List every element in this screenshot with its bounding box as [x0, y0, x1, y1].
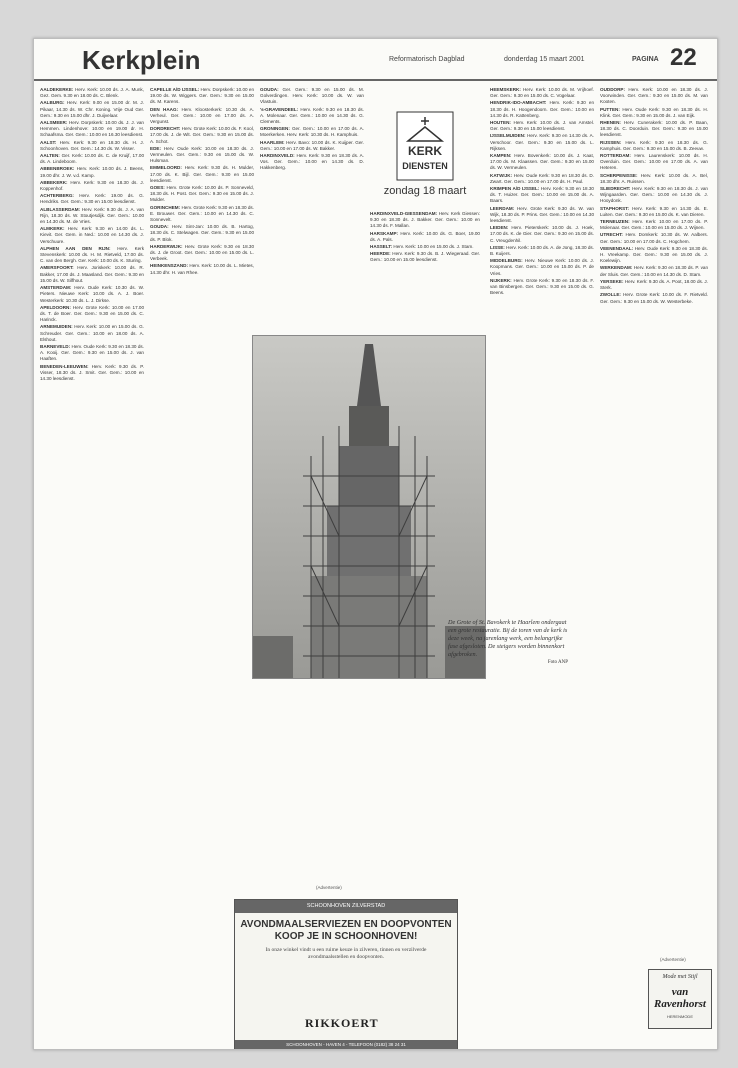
- listing-place: BARNEVELD:: [40, 343, 72, 349]
- listing-entry: [600, 153, 708, 172]
- listing-text: Herv. Oude Kerk: 10.30 ds. W. Pieters. Nieuwe Kerk: 10.00 ds. A. J. Boer. Westerkerk: 10.30 ds. L. J. Dirkse.: [40, 285, 144, 303]
- listing-text: Herv. Oude Kerk: 9.30 en 18.30 ds. H. Vreekamp. Ger. Gem.: 9.30 en 15.00 ds. J. Koelewijn.: [600, 245, 708, 264]
- listing-entry: [490, 100, 594, 119]
- listing-text: Herv. Kerk: 9.30 en 18.30 ds. A. Molenaar. Ger. Gem.: 10.00 en 14.30 ds. G. Clements.: [260, 106, 364, 125]
- listing-place: KRIMPEN A/D IJSSEL:: [490, 186, 541, 192]
- listing-text: Herv. Kerk: 10.00 ds. J. A. Munk, Gez. Gem. 9.30 en 18.00 ds. C. Blenk.: [40, 87, 144, 99]
- listing-place: STAPHORST:: [600, 205, 633, 211]
- ravenhorst-ad-top: Mode met Stijl: [662, 974, 698, 980]
- listing-place: LEIDEN:: [490, 225, 512, 231]
- listing-text: Ger. Gem.: 9.30 en 15.00 ds. M. Golverdingen. Herv. Kerk: 10.00 ds. W. van Vlastuin.: [260, 87, 364, 105]
- listing-entry: [40, 120, 144, 139]
- listing-place: ZWOLLE:: [600, 292, 624, 298]
- listing-entry: [260, 126, 364, 138]
- listing-text: Herv. Kerk: 10.00 en 15.00 ds. J. Stam.: [393, 244, 474, 250]
- listing-text: Herv. Grote Kerk: 9.30 en 18.30 ds. J. de Groot. Ger. Gem.: 10.00 en 15.00 ds. L. Verbeek.: [150, 243, 254, 262]
- listing-text: Herv. Kerk: 10.00 ds. J. Beens, 19.00 dhr. J. W. v.d. Kamp.: [40, 166, 144, 178]
- listing-entry: [600, 186, 708, 205]
- listing-text: Herv. Pieterskerk: 10.00 ds. J. Hoek, 17.00 ds. K. de Gier. Ger. Gem.: 9.30 en 15.00 ds. C. Vreugdenhil.: [490, 225, 594, 243]
- listing-column-5: [490, 87, 594, 1042]
- page-number: 22: [670, 44, 697, 71]
- listing-text: Herv. Kerk: 9.30 ds. J. A. van Rijn, 18.30 ds. W. Stoutjesdijk. Ger. Gem.: 10.00 en 14.30 ds. M. de Vries.: [40, 206, 144, 225]
- listing-entry: [150, 146, 254, 165]
- rikkoert-ad-heading: AVONDMAALSERVIEZEN EN DOOPVONTEN KOOP JE IN SCHOONHOVEN!: [240, 919, 452, 942]
- listing-text: Herv. Kerk: 9.30 en 14.00 ds. L. Kievit. Ger. Gem. in Ned.: 10.00 en 14.30 ds. J. Verschuure.: [40, 226, 144, 244]
- listing-entry: [600, 292, 708, 304]
- listing-entry: [40, 193, 144, 205]
- listing-text: Herv. Kerk: 9.30 en 18.30 ds. H. Hoogendoorn. Ger. Gem.: 10.00 en 14.30 ds. R. Kattenberg.: [490, 100, 594, 118]
- listing-entry: [490, 186, 594, 205]
- listing-place: HEINKENSZAND:: [150, 263, 190, 269]
- listing-text: Herv. Kerk: 9.30 en 18.30 ds. P. van der Sluis. Ger. Gem.: 10.00 en 14.30 ds. D. Stam.: [600, 265, 708, 277]
- listing-place: GRONINGEN:: [260, 126, 292, 132]
- masthead: [34, 39, 717, 81]
- listing-text: Herv. Grote Kerk: 9.30 en 18.30 ds. E. Brouwer. Ger. Gem.: 10.00 en 14.30 ds. C. Sonnevelt.: [150, 204, 254, 223]
- listing-text: Herv. Kerk: 9.00 en 15.00 dr. M. J. Pikaar, 14.30 ds. W. Chr. Koning. Vrije Oud Ger. Gem.: 9.30 en 15.00 dhr. J. Duijvelaar.: [40, 100, 144, 118]
- listing-text: Herv. Nieuwe Kerk: 10.00 ds. J. Koopmans. Ger. Gem.: 10.00 en 15.00 ds. P. de Vries.: [490, 258, 594, 276]
- listing-entry: [600, 246, 708, 265]
- service-date: zondag 18 maart: [383, 185, 467, 197]
- kerkdiensten-logo-icon: [396, 111, 454, 181]
- listing-text: Herv. Laurenskerk: 10.00 ds. H. Overduin. Ger. Gem.: 10.00 en 17.00 ds. A. van Heteren.: [600, 153, 708, 171]
- listing-place: AMERSFOORT:: [40, 265, 78, 271]
- listing-entry: [40, 285, 144, 304]
- listing-place: EMMELOORD:: [150, 165, 185, 171]
- listing-place: IJSSELMUIDEN:: [490, 133, 528, 139]
- listing-place: CAPELLE A/D IJSSEL:: [150, 87, 201, 92]
- listing-text: Herv. Kerk: 9.30 en 14.30 ds. A. Verschoor. Ger. Gem.: 9.30 en 15.00 ds. L. Rijksen.: [490, 133, 594, 151]
- listing-entry: [490, 278, 594, 297]
- listing-place: HEERDE:: [370, 251, 393, 257]
- listing-entry: [40, 180, 144, 192]
- listing-place: MIDDELBURG:: [490, 258, 525, 264]
- listing-text: Herv. Kerk: 9.30 en 18.30 ds. J. Koppenhof.: [40, 179, 144, 192]
- listing-text: Herv. Kerk: 9.30 en 18.30 ds. H. J. Schoonhoven. Ger. Gem.: 14.30 ds. W. Visser.: [40, 139, 144, 151]
- rikkoert-ad-top: SCHOONHOVEN ZILVERSTAD: [235, 900, 457, 913]
- listing-entry: [600, 265, 708, 277]
- listing-place: WERKENDAM:: [600, 265, 634, 271]
- listing-place: AALBURG:: [40, 100, 67, 106]
- listing-entry: [370, 251, 480, 263]
- listing-text: Herv. Grote Kerk: 10.00 ds. P. Sonneveld, 18.30 ds. H. Post. Ger. Gem.: 9.30 en 15.00 ds. J. Mulder.: [150, 185, 254, 203]
- ravenhorst-advertisement[interactable]: [648, 969, 712, 1029]
- listing-place: HASSELT:: [370, 244, 394, 250]
- listing-entry: [260, 107, 364, 126]
- listing-text: Herv. Kerk Stevenskerk: 10.00 ds. H. M. Rietveld, 17.00 ds. C. van den Bergh. Ger. Kerk: 10.00 ds. K. Sturing.: [40, 245, 144, 264]
- listing-place: SCHERPENISSE:: [600, 172, 641, 178]
- page-label: PAGINA: [632, 56, 659, 63]
- listing-place: NIJKERK:: [490, 277, 514, 283]
- listing-entry: [600, 87, 708, 106]
- listing-place: AALSMEER:: [40, 120, 69, 126]
- listing-column-3: [260, 87, 364, 327]
- listing-place: APELDOORN:: [40, 304, 73, 310]
- listing-text: Herv. Kerk: 10.00 ds. G. Boer, 19.00 ds. A. Pals.: [370, 230, 480, 242]
- listing-place: EDE:: [150, 145, 164, 151]
- listing-place: ABBENBROEK:: [40, 166, 77, 172]
- listing-text: Herv. Cunerakerk: 10.00 ds. P. Baan, 18.30 ds. C. Doorduin. Ger. Gem.: 9.30 en 15.00 leesdienst.: [600, 120, 708, 138]
- listing-column-1: [40, 87, 144, 1042]
- listing-entry: [40, 226, 144, 245]
- listing-entry: [370, 231, 480, 243]
- listing-entry: [40, 265, 144, 284]
- listing-entry: [260, 140, 364, 152]
- listing-text: Herv. Oude Kerk: 10.00 en 18.30 ds. J. Vermeulen. Ger. Gem.: 9.30 en 15.00 ds. W. Hulsman.: [150, 145, 254, 164]
- listing-entry: [40, 153, 144, 165]
- listing-text: Ger. Gem.: 10.00 en 17.00 ds. A. Moerkerken. Herv. Kerk: 10.30 ds. H. Kamphuis.: [260, 126, 364, 138]
- caption-credit: Foto ANP: [547, 660, 568, 665]
- listing-text: Herv. Kerk: 10.00 ds. A. Bel, 18.30 dhr. A. Ruissen.: [600, 172, 708, 184]
- listing-text: Herv. Kerk: 9.30 en 18.30 ds. J. van Wijngaarden. Ger. Gem.: 10.00 en 14.30 ds. J. Hooydonk.: [600, 186, 708, 204]
- rikkoert-brand: RIKKOERT: [305, 1016, 379, 1030]
- listing-text: Herv. Bovenkerk: 10.00 ds. J. Kaat, 17.00 ds. M. Klaassen. Ger. Gem.: 9.30 en 15.00 ds. W. Vermeulen.: [490, 153, 594, 171]
- listing-column-2: [150, 87, 254, 902]
- listing-entry: [490, 173, 594, 185]
- listing-text: Ger. Kerk: 10.00 ds. C. de Kruijf, 17.00 ds. A. Lindeboom.: [40, 153, 144, 165]
- listing-entry: [150, 244, 254, 263]
- listing-text: Herv. Kerk: 9.30 en 18.30 ds. A. Vos. Ger. Gem.: 10.00 en 14.30 ds. D. Hakkenberg.: [260, 153, 364, 171]
- listing-text: Herv. Joriskerk: 10.00 ds. R. Bakker, 17.00 ds. J. Maasland. Ger. Gem.: 9.30 en 15.00 ds. W. Silfhout.: [40, 265, 144, 283]
- listing-text: Herv. Kerk: 9.30 en 18.30 ds. G. Kamphuis. Ger. Gem.: 9.30 en 15.00 ds. B. Zeeuw.: [600, 139, 708, 151]
- listing-entry: [600, 120, 708, 139]
- listing-entry: [150, 165, 254, 184]
- listing-entry: [40, 140, 144, 152]
- listing-place: ALMKERK:: [40, 226, 68, 232]
- listing-entry: [150, 185, 254, 204]
- listing-column-4: [370, 211, 480, 329]
- listing-entry: [600, 279, 708, 291]
- listing-place: ROTTERDAM:: [600, 153, 635, 159]
- listing-place: GOES:: [150, 185, 167, 191]
- listing-place: DORDRECHT:: [150, 126, 182, 132]
- listing-place: PUTTEN:: [600, 106, 623, 112]
- listing-text: Herv. Grote Kerk: 9.30 ds. W. van Wijk, 18.30 ds. P. Prins. Ger. Gem.: 10.00 en 14.30 leesdienst.: [490, 205, 594, 224]
- listing-place: TERNEUZEN:: [600, 219, 633, 225]
- caption-text: De Grote of St. Bavokerk te Haarlem ondergaat een grote restauratie. Bij de toren van de kerk is deze week, na jarenlang werk, een belangrijke fase afgesloten. De steigers worden binnenkort afgebroken.: [448, 619, 568, 658]
- listing-place: ABBEKERK:: [40, 179, 71, 185]
- rikkoert-ad-footer: SCHOONHOVEN - HAVEN 4 - TELEFOON (0182) 38 24 31: [235, 1040, 457, 1050]
- rikkoert-ad-body: In onze winkel vindt u een ruime keuze in zilveren, tinnen en verzilverde avondmaalsstellen en doopvonten.: [265, 947, 427, 960]
- listing-place: RIJSSEN:: [600, 139, 626, 145]
- listing-place: KATWIJK:: [490, 172, 514, 178]
- listing-place: HARDINXVELD:: [260, 153, 297, 159]
- listing-place: HENDRIK-IDO-AMBACHT:: [490, 100, 550, 106]
- listing-text: Herv. Oude Kerk: 9.30 en 18.30 ds. D. Zwart. Ger. Gem.: 10.00 en 17.00 ds. H. Paul.: [490, 172, 594, 184]
- listing-text: Herv. Domkerk: 10.30 ds. W. Aalbers. Ger. Gem.: 10.00 en 17.00 ds. C. Hogchem.: [600, 232, 708, 244]
- listing-text: Herv. Kerk: 10.00 en 17.00 ds. P. Molenaar. Ger. Gem.: 10.00 en 15.00 ds. J. Wijnen.: [600, 219, 708, 231]
- listing-place: GOUDA:: [260, 87, 283, 92]
- listing-place: HOUTEN:: [490, 120, 514, 126]
- listing-text: Herv. Kerk: 10.00 en 15.00 ds. G. Schreuder. Ger. Gem.: 10.00 en 18.00 ds. A. Elshout.: [40, 324, 144, 342]
- listing-entry: [40, 166, 144, 178]
- ravenhorst-sub: HERENMODE: [666, 1014, 693, 1019]
- listing-entry: [370, 211, 480, 230]
- listing-text: Herv. Kerk: 10.00 en 18.30 ds. J. Voorwinden. Ger. Gem.: 9.30 en 15.00 ds. M. van Kooten.: [600, 87, 708, 105]
- listing-place: GORINCHEM:: [150, 204, 182, 210]
- listing-place: AALST:: [40, 139, 60, 145]
- listing-entry: [370, 244, 480, 250]
- listing-text: Herv. Oude Kerk: 9.30 en 18.30 ds. H. Klink. Ger. Gem.: 9.30 en 15.00 ds. J. van Eijk.: [600, 106, 708, 118]
- rikkoert-advertisement[interactable]: [234, 899, 458, 1050]
- listing-entry: [490, 87, 594, 99]
- listing-entry: [490, 153, 594, 172]
- listing-place: GOUDA:: [150, 224, 172, 230]
- listing-place: ALPHEN AAN DEN RIJN:: [40, 245, 118, 251]
- listing-entry: [600, 107, 708, 119]
- listing-place: HARDERWIJK:: [150, 243, 185, 249]
- listing-entry: [150, 263, 254, 275]
- listing-place: HARSKAMP:: [370, 230, 401, 236]
- listing-text: Herv. Oude Kerk: 9.30 en 18.30 ds. A. Kooij. Ger. Gem.: 9.30 en 15.00 ds. J. van Haaften.: [40, 343, 144, 362]
- listing-place: HEEMSKERK:: [490, 87, 523, 92]
- listing-place: AALDEKERKE:: [40, 87, 76, 92]
- listing-entry: [40, 100, 144, 119]
- kerk-heading-line1: KERK: [407, 144, 443, 158]
- listing-place: RHENEN:: [600, 120, 624, 126]
- listing-entry: [40, 207, 144, 226]
- newspaper-page: [33, 38, 718, 1050]
- listing-entry: [40, 87, 144, 99]
- listing-text: Herv. Grote Kerk: 10.00 ds. F. Kool, 17.00 ds. J. de Wit. Ger. Gem.: 9.30 en 15.00 ds. A. Schot.: [150, 126, 254, 144]
- listing-text: Herv. Kerk: 10.00 ds. M. Vrijhoef. Ger. Gem.: 9.30 en 15.00 ds. C. Vogelaar.: [490, 87, 594, 99]
- listing-place: LISSE:: [490, 244, 507, 250]
- issue-date: donderdag 15 maart 2001: [504, 56, 585, 63]
- listing-text: Herv. Kerk: 9.30 ds. P. Visser, 18.30 ds. J. Smit. Ger. Gem.: 10.00 en 14.30 leesdienst.: [40, 363, 144, 381]
- listing-text: Herv. Kerk: 9.30 en 14.30 ds. E. Luiten. Ger. Gem.: 9.30 en 15.00 ds. K. van Dieren.: [600, 205, 708, 217]
- listing-entry: [40, 364, 144, 383]
- listing-text: Herv. Kerk: 9.30 ds. A. Poot, 18.00 ds. J. Sterk.: [600, 278, 708, 291]
- listing-text: Herv. Kerk: 9.30 ds. H. Mulder, 17.00 ds. K. Bijl. Ger. Gem.: 9.30 en 15.00 leesdienst.: [150, 165, 254, 183]
- listing-place: LEERDAM:: [490, 205, 517, 211]
- listing-text: Herv. Kerk: 10.00 ds. A. de Jong, 18.30 ds. B. Kuijers.: [490, 244, 594, 257]
- photo-caption: [448, 619, 568, 667]
- listing-text: Herv. Kerk: 19.00 ds. G. Hendriks. Ger. Gem.: 9.30 en 15.00 leesdienst.: [40, 193, 144, 205]
- listing-place: DEN HAAG:: [150, 106, 182, 112]
- listing-entry: [150, 107, 254, 126]
- listing-place: YERSEKE:: [600, 278, 625, 284]
- listing-entry: [490, 206, 594, 225]
- listing-entry: [150, 87, 254, 106]
- listing-place: AALTEN:: [40, 153, 62, 159]
- listing-entry: [40, 344, 144, 363]
- listing-entry: [260, 87, 364, 106]
- listing-entry: [490, 133, 594, 152]
- paper-name: Reformatorisch Dagblad: [389, 56, 465, 63]
- listing-entry: [40, 324, 144, 343]
- listing-text: Herv. Kerk: 10.00 ds. J. van Amstel. Ger. Gem.: 9.30 en 15.00 leesdienst.: [490, 120, 594, 132]
- listing-text: Herv. Grote Kerk: 9.30 en 18.30 ds. F. van Binsbergen. Ger. Gem.: 9.30 en 15.00 ds. G. Beens.: [490, 277, 594, 296]
- listing-entry: [600, 173, 708, 185]
- listing-entry: [600, 232, 708, 244]
- listing-text: Herv. Dorpskerk: 10.00 en 19.00 ds. W. Wiggers. Ger. Gem.: 9.30 en 15.00 ds. M. Karens.: [150, 87, 254, 105]
- listing-place: ARNEMUIDEN:: [40, 324, 75, 330]
- listing-entry: [40, 246, 144, 265]
- listing-entry: [490, 258, 594, 277]
- listing-place: ALBLASSERDAM:: [40, 206, 82, 212]
- listing-place: UTRECHT:: [600, 232, 626, 238]
- listing-place: OUDDORP:: [600, 87, 629, 92]
- listing-entry: [150, 224, 254, 243]
- listing-entry: [490, 120, 594, 132]
- advertisement-label: (Advertentie): [316, 885, 342, 890]
- listing-entry: [490, 225, 594, 244]
- listing-text: Herv. Kloosterkerk: 10.30 ds. A. Verheul. Ger. Gem.: 10.00 en 17.00 ds. A. Vergunst.: [150, 106, 254, 125]
- listing-text: Herv. Kerk: 9.30 ds. B. J. Wiegeraad. Ger. Gem.: 10.00 en 15.00 leesdienst.: [370, 251, 480, 263]
- listing-entry: [600, 206, 708, 218]
- listing-text: Herv. Kerk: 10.00 ds. L. Mietes, 14.30 dhr. H. van Rhee.: [150, 263, 254, 275]
- listing-place: 's-GRAVENDEEL:: [260, 106, 301, 112]
- listing-place: ACHTERBERG:: [40, 193, 80, 199]
- listing-entry: [40, 305, 144, 324]
- listing-text: Herv. Kerk: 9.30 en 18.30 ds. T. Huizer. Ger. Gem.: 10.00 en 15.00 ds. A. Baars.: [490, 186, 594, 204]
- listing-place: KAMPEN:: [490, 153, 515, 159]
- listing-entry: [490, 245, 594, 257]
- page-title: Kerkplein: [82, 45, 201, 75]
- listing-entry: [150, 205, 254, 224]
- listing-entry: [600, 140, 708, 152]
- listing-place: HAARLEM:: [260, 139, 287, 145]
- ravenhorst-brand: van Ravenhorst: [654, 986, 706, 1010]
- listing-entry: [260, 153, 364, 172]
- listing-place: BENEDEN-LEEUWEN:: [40, 363, 92, 369]
- listing-text: Herv. Grote Kerk: 10.00 ds. F. Rietveld. Ger. Gem.: 9.30 en 15.00 ds. W. Westerbeke.: [600, 292, 708, 304]
- listing-entry: [600, 219, 708, 231]
- listing-place: AMSTERDAM:: [40, 285, 75, 291]
- listing-text: Herv. Grote Kerk: 10.00 en 17.00 ds. T. de Boer. Ger. Gem.: 9.30 en 15.00 ds. C. Harinck.: [40, 304, 144, 323]
- listing-text: Herv. Bavo: 10.00 ds. K. Kuijper. Ger. Gem.: 10.00 en 17.00 ds. W. Bakker.: [260, 139, 364, 151]
- listing-entry: [150, 126, 254, 145]
- kerk-heading-line2: DIENSTEN: [402, 161, 448, 171]
- listing-place: HARDINXVELD-GIESSENDAM:: [370, 211, 439, 216]
- listing-text: Herv. Kerk Giessen: 9.30 en 18.30 ds. J. Bakker. Ger. Gem.: 10.00 en 14.30 ds. F. Mallan.: [370, 211, 480, 229]
- listing-column-6: [600, 87, 708, 957]
- listing-place: VEENENDAAL:: [600, 245, 635, 251]
- listing-text: Herv. Dorpskerk: 10.00 ds. J. J. van Hemmen. Lindenhove: 10.00 en 19.00 dr. H. Schaafsma. Ger. Gem.: 10.00 en 16.30 leesdienst.: [40, 120, 144, 138]
- advertisement-label-2: (Advertentie): [660, 957, 686, 962]
- listing-text: Herv. Sint-Jan: 10.00 ds. B. Hartog, 18.30 ds. C. Stelwagen. Ger. Gem.: 9.30 en 15.00 ds. P. Blok.: [150, 224, 254, 242]
- listing-place: SLIEDRECHT:: [600, 186, 633, 192]
